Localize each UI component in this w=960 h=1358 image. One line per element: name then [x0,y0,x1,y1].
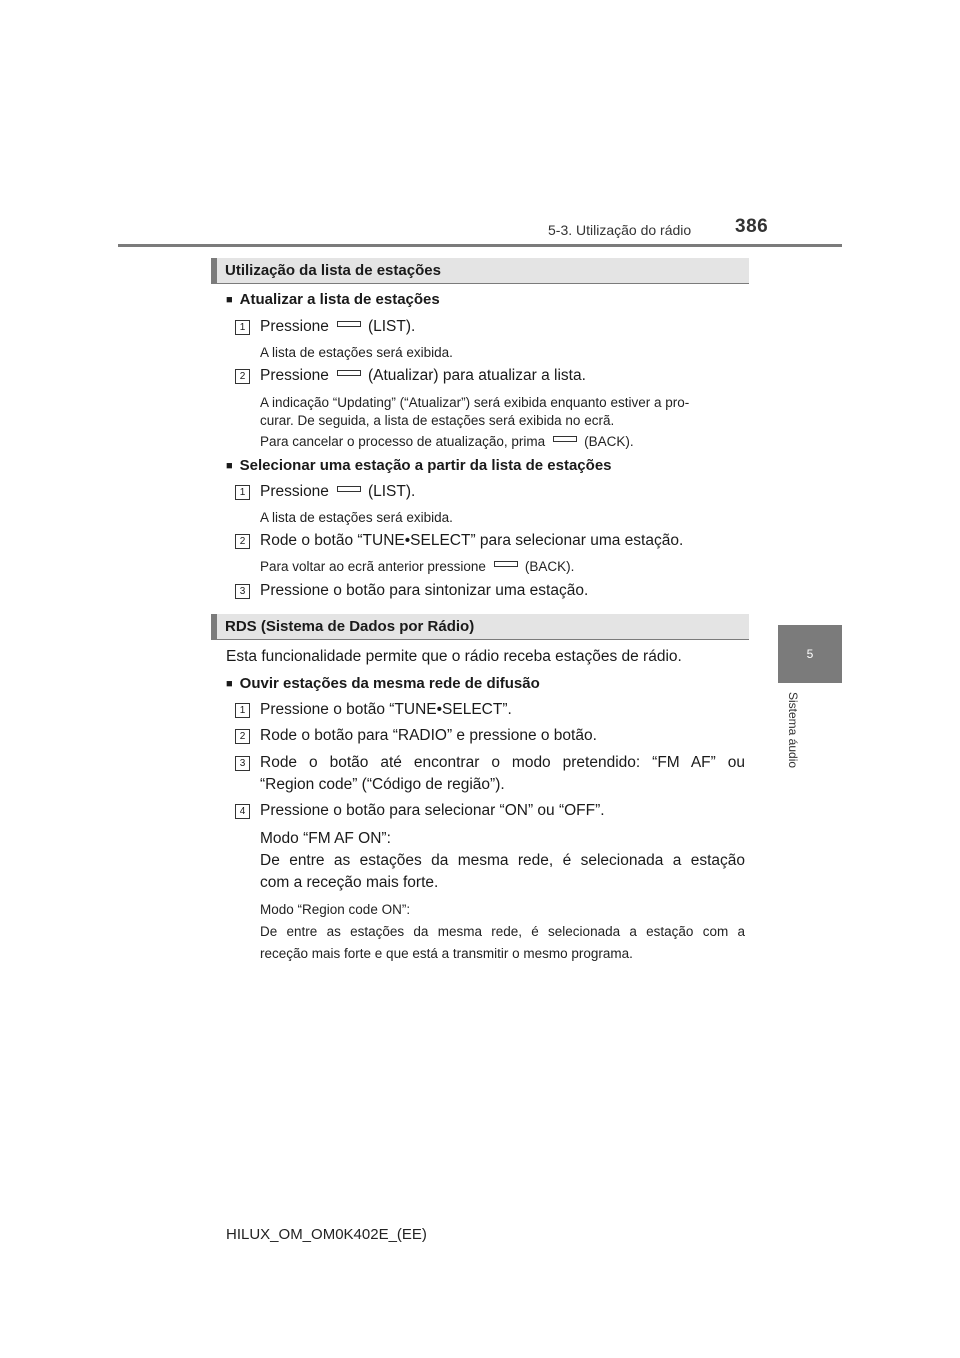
running-header-section: 5-3. Utilização do rádio [548,222,692,238]
step-number: 1 [235,485,250,500]
bullet-heading [226,457,612,474]
bullet-square-icon: ■ [226,678,233,690]
bullet-square-icon: ■ [226,460,233,472]
mode-description [260,828,745,894]
step-text [260,367,586,385]
step-text [260,318,415,336]
step-number: 3 [235,584,250,599]
step-text [260,483,415,501]
step-text: Rode o botão para “RADIO” e pressione o botão. [260,727,597,744]
note-text: Para cancelar o processo de atualização, prima [260,434,546,449]
step-text [260,752,745,796]
section-title: RDS (Sistema de Dados por Rádio) [225,618,475,635]
bullet-heading [226,291,440,308]
header-rule [118,244,842,247]
step-note [260,434,634,449]
bullet-text: Atualizar a lista de estações [239,291,440,308]
note-text: Para voltar ao ecrã anterior pressione [260,559,486,574]
step-number: 4 [235,804,250,819]
chapter-tab [778,625,842,683]
step-text: Pressione o botão para selecionar “ON” ou “OFF”. [260,802,605,819]
chapter-title-vertical [786,692,804,788]
radio-button-icon [337,370,361,376]
step-number: 3 [235,756,250,771]
section-header [211,614,749,640]
back-button-icon [553,436,577,442]
step-number: 2 [235,369,250,384]
step-line: Rode o botão até encontrar o modo pretendido: “FM AF” ou [260,754,745,771]
bullet-text: Selecionar uma estação a partir da lista de estações [239,457,612,474]
bullet-heading [226,675,540,692]
step-number: 2 [235,729,250,744]
section-header [211,258,749,284]
page-number: 386 [735,216,769,237]
step-text: Pressione o botão “TUNE•SELECT”. [260,701,512,718]
step-note: A indicação “Updating” (“Atualizar”) será exibida enquanto estiver a pro- [260,395,690,410]
step-text: Pressione o botão para sintonizar uma estação. [260,582,589,599]
step-text-before: Pressione [260,483,329,500]
bullet-text: Ouvir estações da mesma rede de difusão [239,675,540,692]
step-line: “Region code” (“Código de região”). [260,776,505,793]
step-number: 1 [235,320,250,335]
step-text-after: (LIST). [367,318,416,335]
document-code-footer: HILUX_OM_OM0K402E_(EE) [226,1226,427,1243]
step-note: A lista de estações será exibida. [260,345,453,360]
step-note: A lista de estações será exibida. [260,510,453,525]
back-button-icon [494,561,518,567]
step-text-before: Pressione [260,367,329,384]
mode-description [260,899,745,965]
step-note [260,559,574,574]
intro-paragraph: Esta funcionalidade permite que o rádio receba estações de rádio. [226,648,682,665]
note-text: (BACK). [584,434,634,449]
bullet-square-icon: ■ [226,294,233,306]
step-number: 2 [235,534,250,549]
mode-title: Modo “FM AF ON”: [260,830,391,847]
section-title: Utilização da lista de estações [225,262,441,279]
mode-line: De entre as estações da mesma rede, é selecionada a estação [260,852,745,869]
mode-title: Modo “Region code ON”: [260,902,411,917]
step-note: curar. De seguida, a lista de estações será exibida no ecrã. [260,413,615,428]
chapter-number: 5 [806,647,814,661]
chapter-title: Sistema áudio [786,692,800,769]
step-text-after: (LIST). [367,483,416,500]
mode-line: com a receção mais forte. [260,874,439,891]
radio-button-icon [337,486,361,492]
mode-line: De entre as estações da mesma rede, é selecionada a estação com a [260,924,745,939]
note-text: (BACK). [524,559,575,574]
step-number: 1 [235,703,250,718]
step-text-before: Pressione [260,318,329,335]
mode-line: receção mais forte e que está a transmitir o mesmo programa. [260,946,633,961]
radio-button-icon [337,321,361,327]
step-text-after: (Atualizar) para atualizar a lista. [367,367,586,384]
step-text: Rode o botão “TUNE•SELECT” para selecionar uma estação. [260,532,684,549]
